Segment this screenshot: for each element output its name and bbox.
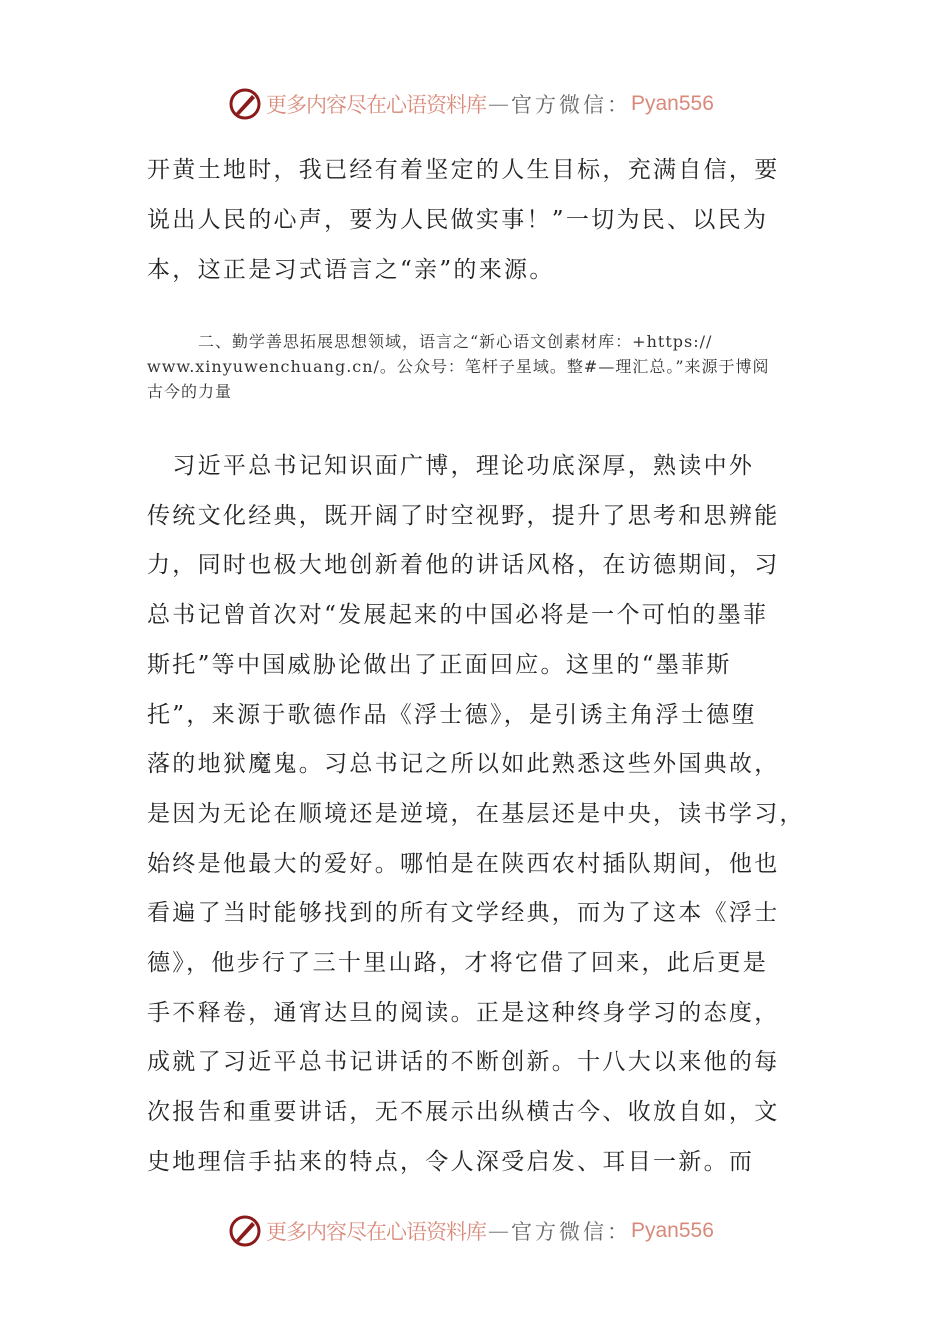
para2-line: 力，同时也极大地创新着他的讲话风格，在访德期间，习 [147, 552, 780, 579]
para2-line: 传统文化经典，既开阔了时空视野，提升了思考和思辨能 [147, 502, 780, 529]
heading-line: 古今的力量 [147, 382, 233, 401]
header-banner [228, 84, 728, 124]
dash: — [488, 92, 509, 116]
para2-line: 手不释卷，通宵达旦的阅读。正是这种终身学习的态度， [147, 999, 780, 1026]
para1-line: 开黄土地时，我已经有着坚定的人生目标，充满自信，要 [147, 157, 780, 183]
para2-line: 习近平总书记知识面广博，理论功底深厚，熟读中外 [147, 453, 755, 479]
wechat-label: 官方微信： [511, 93, 631, 117]
para2-line: 落的地狱魔鬼。习总书记之所以如此熟悉这些外国典故， [147, 751, 780, 778]
para2-line: 是因为无论在顺境还是逆境，在基层还是中央，读书学习， [147, 800, 805, 827]
para2-line: 德》，他步行了三十里山路，才将它借了回来，此后更是 [147, 950, 768, 976]
para2-line: 次报告和重要讲话，无不展示出纵横古今、收放自如，文 [147, 1099, 780, 1126]
para2-line: 史地理信手拈来的特点，令人深受启发、耳目一新。而 [147, 1148, 755, 1175]
para2-line: 看遍了当时能够找到的所有文学经典，而为了这本《浮士 [147, 900, 780, 927]
para2-line: 成就了习近平总书记讲话的不断创新。十八大以来他的每 [147, 1049, 780, 1076]
para2-line: 始终是他最大的爱好。哪怕是在陕西农村插队期间，他也 [147, 850, 780, 877]
dash: — [488, 1219, 509, 1243]
para1-line: 本，这正是习式语言之“亲”的来源。 [147, 257, 555, 283]
para2-line: 总书记曾首次对“发展起来的中国必将是一个可怕的墨菲 [147, 602, 769, 629]
pen-logo-icon [228, 87, 262, 121]
para2-line: 斯托”等中国威胁论做出了正面回应。这里的“墨菲斯 [147, 651, 732, 678]
wechat-id: Pyan556 [631, 92, 714, 115]
heading-line: 二、勤学善思拓展思想领域，语言之“新心语文创素材库：+https:// [198, 332, 713, 351]
heading-line: www.xinyuwenchuang.cn/。公众号：笔杆子星域。整#—理汇总。”来源于博阅 [147, 357, 770, 376]
site-name: 更多内容尽在心语资料库 [266, 93, 486, 117]
wechat-label: 官方微信： [511, 1220, 631, 1244]
site-name: 更多内容尽在心语资料库 [266, 1220, 486, 1244]
footer-banner [228, 1211, 728, 1251]
wechat-id: Pyan556 [631, 1219, 714, 1242]
para2-line: 托”，来源于歌德作品《浮士德》，是引诱主角浮士德堕 [147, 701, 757, 728]
pen-logo-icon [228, 1214, 262, 1248]
para1-line: 说出人民的心声，要为人民做实事！”一切为民、以民为 [147, 207, 769, 233]
